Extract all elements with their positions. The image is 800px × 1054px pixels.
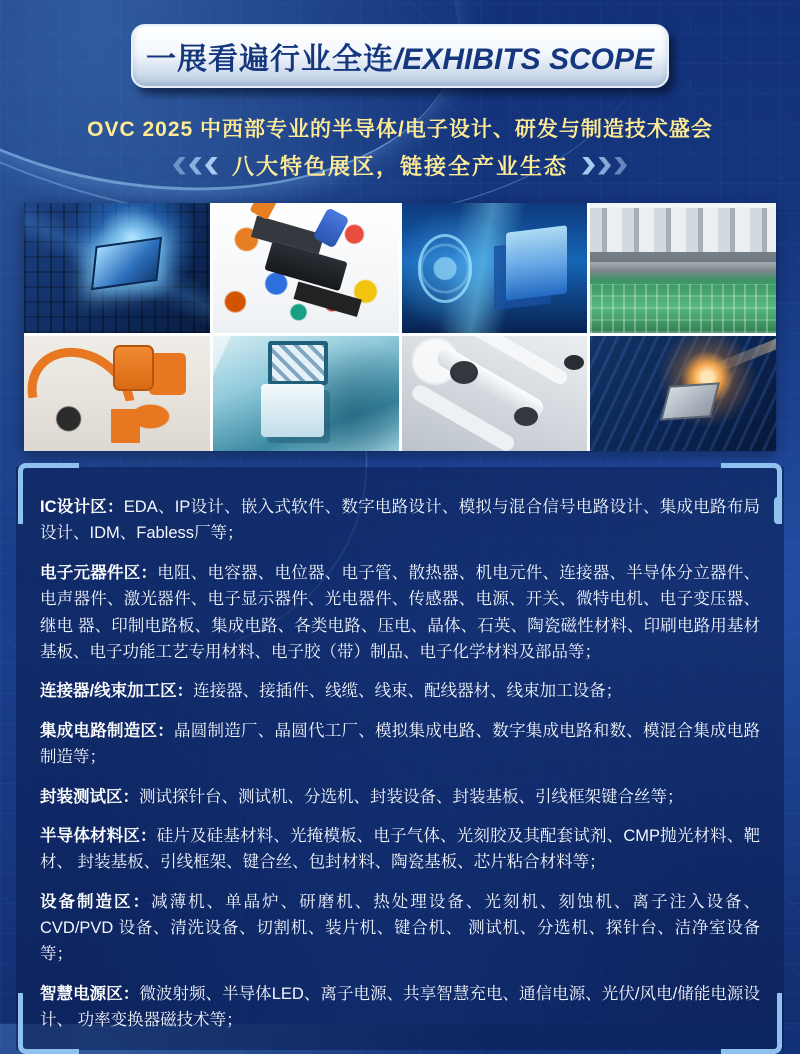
zones-tagline: 八大特色展区，链接全产业生态	[231, 154, 568, 179]
header-banner	[131, 24, 669, 88]
gallery-photo-circuit-chip	[24, 203, 210, 333]
zone-label: 封装测试区：	[40, 787, 139, 806]
page-title	[146, 34, 654, 78]
zone-label: 连接器/线束加工区：	[40, 682, 194, 701]
photo-gallery-grid	[24, 203, 776, 451]
zone-packaging-testing	[40, 784, 760, 810]
chevron-right-icon	[582, 157, 595, 175]
corner-bracket-bottom-right-icon	[721, 993, 782, 1054]
gallery-photo-smt-machine	[590, 203, 776, 333]
zone-items: 连接器、接插件、线缆、线束、配线器材、线束加工设备；	[193, 682, 623, 701]
zone-semiconductor-materials	[40, 823, 760, 876]
zone-label: 半导体材料区：	[40, 826, 157, 845]
chevron-left-icon	[173, 157, 186, 175]
gallery-photo-digital-tech	[402, 203, 588, 333]
gallery-photo-lab-equipment	[213, 336, 399, 451]
gallery-photo-wire-harness	[24, 336, 210, 451]
corner-bracket-bottom-left-icon	[18, 993, 79, 1054]
zone-items: 微波射频、半导体LED、离子电源、共享智慧充电、通信电源、光伏/风电/储能电源设计、 功率变换器磁技术等；	[40, 984, 760, 1030]
zone-smart-power	[40, 981, 760, 1034]
zone-ic-manufacturing	[40, 718, 760, 771]
zone-label: 电子元器件区：	[40, 563, 158, 582]
gallery-photo-pcb-glow	[590, 336, 776, 451]
chevron-left-icon	[205, 157, 218, 175]
page-title-english: /EXHIBITS SCOPE	[393, 43, 655, 76]
corner-bracket-top-right-icon	[721, 463, 782, 524]
chevrons-left-icon	[173, 157, 218, 175]
zone-connectors-wire-harness	[40, 678, 760, 704]
corner-bracket-top-left-icon	[18, 463, 79, 524]
page-title-chinese: 一展看遍行业全连	[145, 43, 394, 76]
zone-ic-design	[40, 494, 760, 547]
zone-label: IC设计区：	[40, 498, 124, 516]
zone-electronic-components	[40, 560, 760, 666]
chevron-right-icon	[614, 157, 627, 175]
zone-label: 智慧电源区：	[40, 984, 140, 1003]
zone-items: 电阻、电容器、电位器、电子管、散热器、机电元件、连接器、半导体分立器件、电声器件、激光器件、电子显示器件、光电器件、传感器、电源、开关、微特电机、电子变压器、继电 器、印制电路板、集成电路、各类电路、压电、晶体、石英、陶瓷磁性材料、印刷电路用基材基板、电子功能工艺专用材料、电子胶（带）制品、电子化学材料及部品等；	[40, 563, 760, 661]
zones-tagline-row	[0, 150, 800, 181]
chevrons-right-icon	[582, 157, 627, 175]
exhibit-zones-panel	[16, 467, 784, 1050]
chevron-right-icon	[598, 157, 611, 175]
gallery-photo-robot-arm	[402, 336, 588, 451]
gallery-photo-components	[213, 203, 399, 333]
chevron-left-icon	[189, 157, 202, 175]
zone-items: 晶圆制造厂、晶圆代工厂、模拟集成电路、数字集成电路和数、模混合集成电路制造等；	[40, 721, 760, 767]
zone-equipment-manufacturing	[40, 889, 760, 968]
zone-items: 减薄机、单晶炉、研磨机、热处理设备、光刻机、刻蚀机、离子注入设备、 CVD/PVD 设备、清洗设备、切割机、装片机、键合机、 测试机、分选机、探针台、洁净室设备等；	[40, 892, 761, 964]
zone-items: 硅片及硅基材料、光掩模板、电子气体、光刻胶及其配套试剂、CMP抛光材料、靶材、 封装基板、引线框架、键合丝、包封材料、陶瓷基板、芯片粘合材料等；	[40, 826, 760, 872]
zone-items: EDA、IP设计、嵌入式软件、数字电路设计、模拟与混合信号电路设计、集成电路布局设计、IDM、Fabless厂等；	[40, 498, 760, 543]
event-subtitle: OVC 2025 中西部专业的半导体/电子设计、研发与制造技术盛会	[87, 118, 713, 141]
zone-label: 设备制造区：	[40, 892, 152, 911]
zone-label: 集成电路制造区：	[40, 721, 174, 740]
zone-items: 测试探针台、测试机、分选机、封装设备、封装基板、引线框架键合丝等；	[139, 787, 684, 806]
